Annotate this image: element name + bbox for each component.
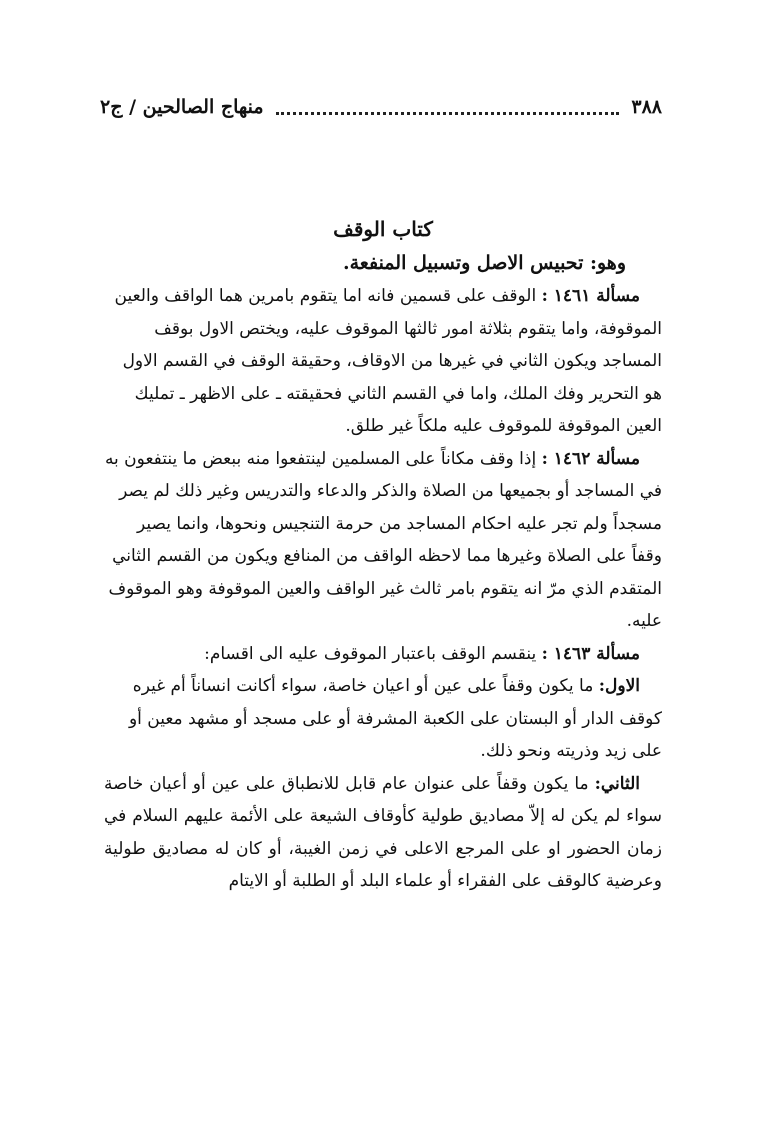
header-dotted-leader [276, 112, 620, 115]
paragraph-second-category [104, 768, 662, 898]
chapter-title: كتاب الوقف [333, 217, 433, 241]
page-number: ٣٨٨ [631, 96, 662, 118]
paragraph-label: الاول: [598, 676, 640, 696]
paragraph-label: مسألة ١٤٦٣ : [541, 643, 640, 664]
paragraph-text: ينقسم الوقف باعتبار الموقوف عليه الى اقسام: [204, 643, 542, 664]
paragraph-label: مسألة ١٤٦٢ : [541, 448, 640, 469]
page-body [104, 212, 662, 898]
book-title: منهاج الصالحين / ج٢ [100, 96, 264, 118]
paragraph-text: ما يكون وقفاً على عنوان عام قابل للانطباق على عين أو أعيان خاصة سواء لم يكن له إلاّ مصاديق طولية كأوقاف الشيعة على الأئمة عليهم السلام في زمان الحضور او على المرجع الاعلى في زمن الغيبة، أو كان له مصاديق طولية وعرضية كالوقف على الفقراء أو علماء البلد أو الطلبة أو الايتام [104, 773, 662, 891]
paragraph-text: الوقف على قسمين فانه اما يتقوم بامرين هما الواقف والعين الموقوفة، واما يتقوم بثلاثة امور ثالثها الموقوف عليه، ويختص الاول بوقف المساجد ويكون الثاني في غيرها من الاوقاف، وحقيقة الوقف في القسم الاول هو التحرير وفك الملك، واما في القسم الثاني فحقيقته ـ على الاظهر ـ تمليك العين الموقوفة للموقوف عليه ملكاً غير طلق. [114, 286, 662, 436]
paragraph-label: مسألة ١٤٦١ : [541, 286, 640, 306]
running-header [100, 92, 662, 122]
paragraph-first-category [104, 670, 662, 768]
paragraph-text: إذا وقف مكاناً على المسلمين لينتفعوا منه ببعض ما ينتفعون به في المساجد أو بجميعها من الصلاة والذكر والدعاء والتدريس وغير ذلك لم يصر مسجداً ولم تجر عليه احكام المساجد من حرمة التنجيس ونحوها، وانما يصير وقفاً على الصلاة وغيرها مما لاحظه الواقف من المنافع ويكون من القسم الثاني المتقدم الذي مرّ انه يتقوم بامر ثالث غير الواقف والعين الموقوفة وهو الموقوف عليه. [104, 448, 662, 631]
paragraph-masala-1462 [104, 443, 662, 638]
paragraph-text: ما يكون وقفاً على عين أو اعيان خاصة، سواء أكانت انساناً أم غيره كوقف الدار أو البستان على الكعبة المشرفة أو على مسجد أو مشهد معين أو على زيد وذريته ونحو ذلك. [128, 676, 662, 761]
paragraph-label: الثاني: [594, 773, 640, 794]
paragraph-masala-1461 [104, 280, 662, 443]
chapter-definition: وهو: تحبيس الاصل وتسبيل المنفعة. [343, 252, 626, 274]
paragraph-masala-1463 [104, 638, 662, 671]
